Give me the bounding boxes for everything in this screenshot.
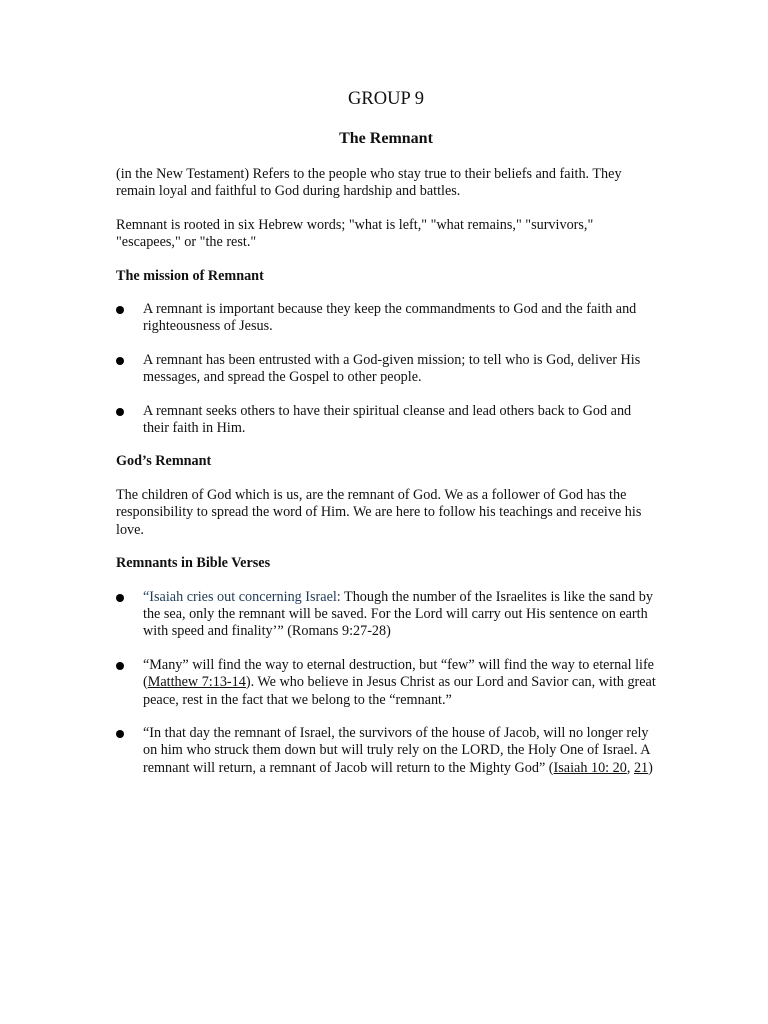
verse-text: Though the number of the Israelites is like the sand by the sea, only the remnant will be saved. For the Lord will carry out His sentence on earth with speed and finality’” (Romans 9:27-28) [143,588,653,640]
mission-list-item [116,403,656,438]
intro-paragraph-2: Remnant is rooted in six Hebrew words; "what is left," "what remains," "survivors," "escapees," or "the rest." [116,216,594,251]
verse-list-item [116,725,656,777]
page-subtitle: The Remnant [339,130,433,147]
intro-paragraph-1: (in the New Testament) Refers to the people who stay true to their beliefs and faith. They remain loyal and faithful to God during hardship and battles. [116,166,622,200]
matthew-reference-link[interactable]: Matthew 7:13-14 [147,674,246,691]
mission-list-item [116,352,656,387]
gods-remnant-heading: God’s Remnant [116,453,212,470]
page-title: GROUP 9 [348,89,424,109]
isaiah-quote-link[interactable]: “Isaiah cries out concerning Israel: [143,588,341,605]
mission-item-text: A remnant is important because they keep the commandments to God and the faith and righteousness of Jesus. [143,301,637,335]
mission-list-item [116,301,656,336]
verses-list [116,589,656,778]
verse-text: , [626,759,634,776]
isaiah-10-20-reference-link[interactable]: Isaiah 10: 20 [553,759,627,776]
bullet-icon [116,357,124,365]
bullet-icon [116,730,124,738]
verses-heading: Remnants in Bible Verses [116,555,271,572]
mission-list [116,301,656,437]
verse-text: “In that day the remnant of Israel, the survivors of the house of Jacob, will no longer rely on him who struck them down but will truly rely on the LORD, the Holy One of Israel. A remnant will return, a remnant of Jacob will return to the Mighty God” ( [143,724,650,776]
verse-list-item [116,657,656,709]
mission-item-text: A remnant has been entrusted with a God-given mission; to tell who is God, deliver His messages, and spread the Gospel to other people. [143,351,641,386]
bullet-icon [116,306,124,314]
isaiah-10-21-reference-link[interactable]: 21 [633,759,649,776]
bullet-icon [116,662,124,670]
mission-item-text: A remnant seeks others to have their spiritual cleanse and lead others back to God and their faith in Him. [143,402,632,437]
verse-text: ). We who believe in Jesus Christ as our Lord and Savior can, with great peace, rest in the fact that we belong to the “remnant.” [143,674,656,708]
verse-text: ) [648,759,653,776]
verse-text: “Many” will find the way to eternal destruction, but “few” will find the way to eternal life ( [143,656,654,691]
bullet-icon [116,594,124,602]
document-page [116,88,656,793]
bullet-icon [116,408,124,416]
verse-list-item [116,589,656,641]
gods-remnant-paragraph: The children of God which is us, are the remnant of God. We as a follower of God has the responsibility to spread the word of Him. We are here to follow his teachings and receive his love. [116,486,642,538]
mission-heading: The mission of Remnant [116,267,264,284]
